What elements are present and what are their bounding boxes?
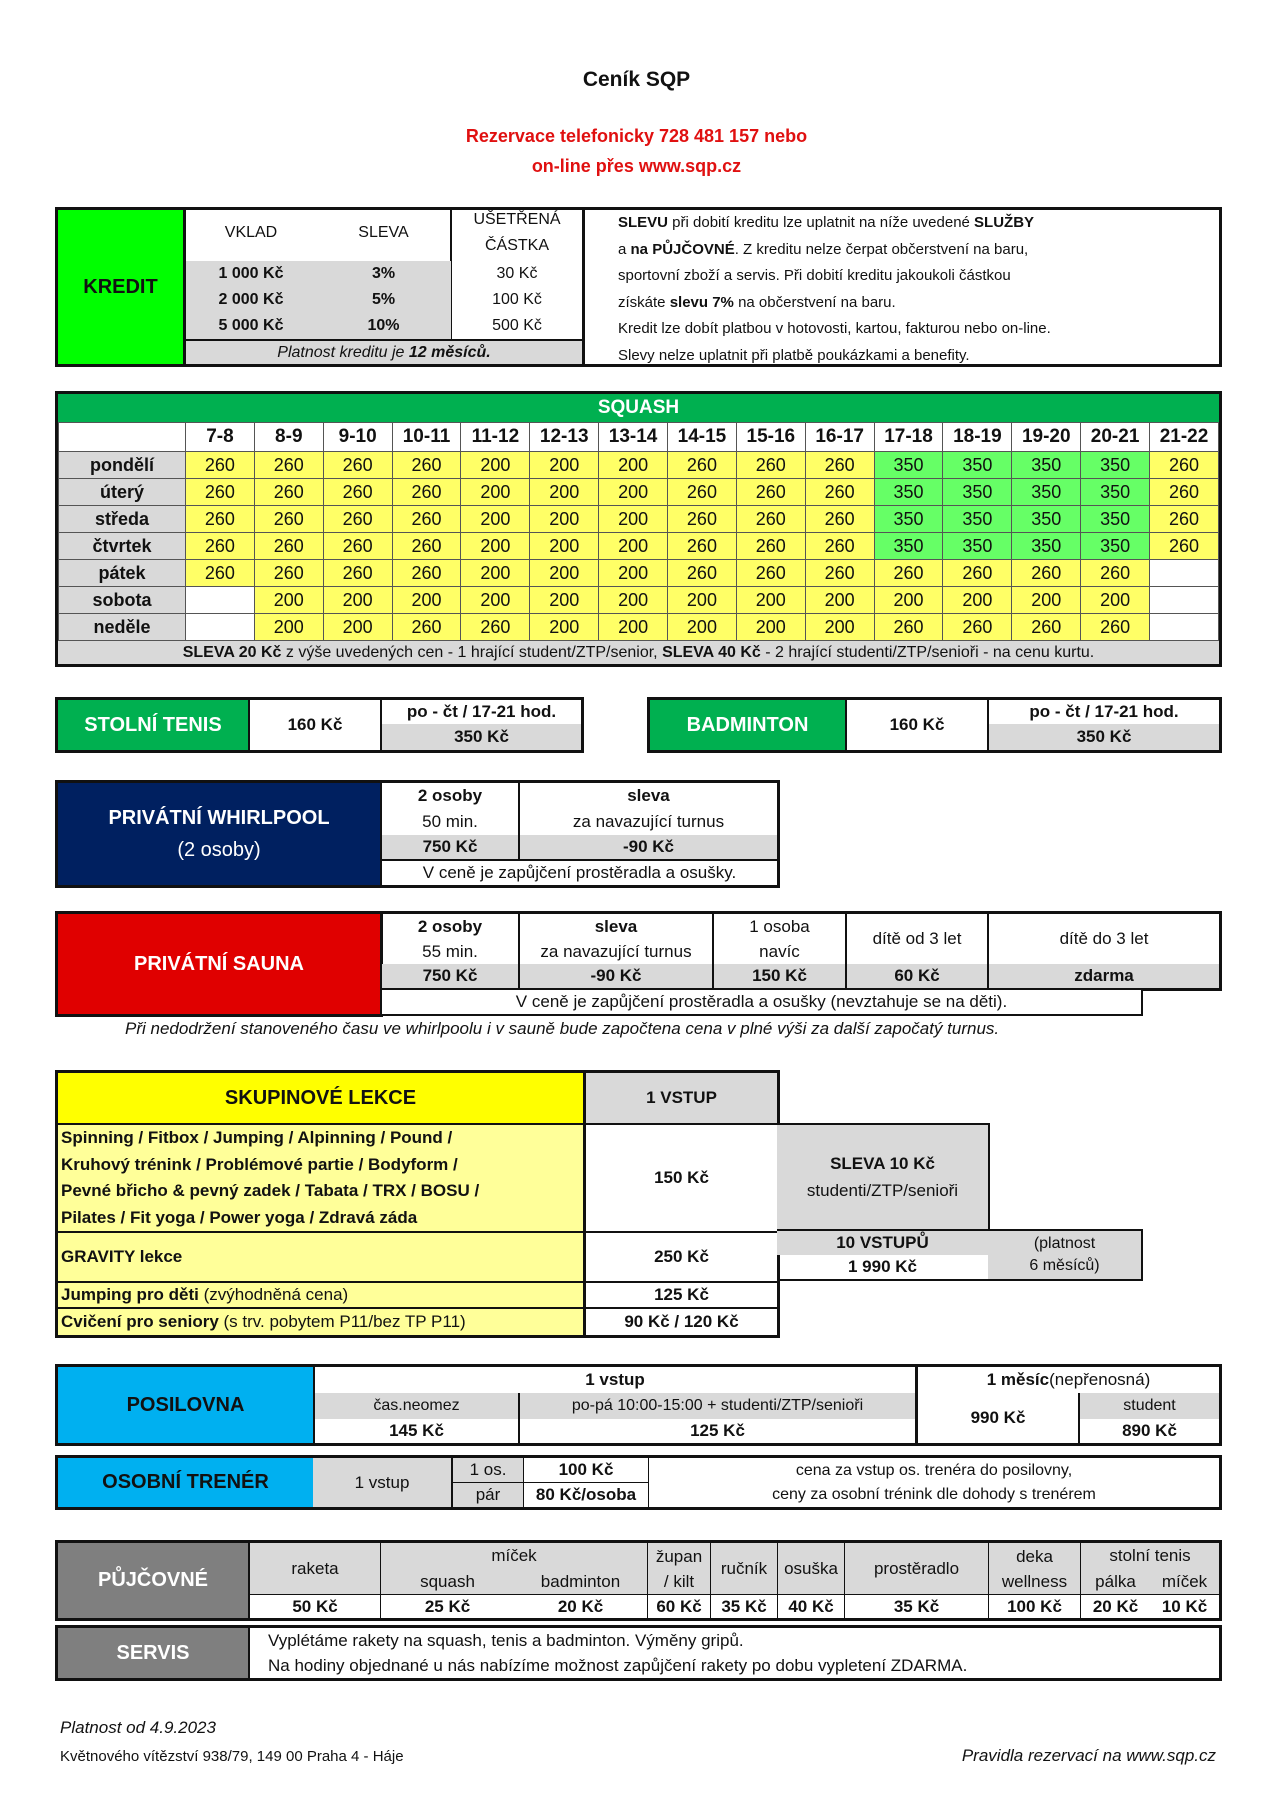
squash-day-name: sobota [59,587,186,614]
squash-hour-header: 20-21 [1081,423,1150,452]
squash-day-row [59,506,1219,533]
pujcovne-raketa: raketa [250,1543,380,1594]
squash-price-cell: 260 [254,533,323,560]
reservation-line-1: Rezervace telefonicky 728 481 157 nebo [465,126,808,146]
squash-price-cell: 260 [392,479,461,506]
kredit-vklad: 2 000 Kč [218,291,284,308]
squash-price-cell: 260 [668,533,737,560]
pujcovne-osuska: osuška [778,1543,844,1594]
sauna-extra-price: 150 Kč [714,964,845,988]
squash-price-cell: 260 [1150,533,1219,560]
posilovna-student-price: 890 Kč [1122,1421,1177,1440]
sauna-discount-title: sleva [594,917,638,936]
squash-price-cell: 200 [1012,587,1081,614]
lekce-pass-validity: (platnost 6 měsíců) [988,1231,1141,1279]
badminton-label: BADMINTON [650,700,845,750]
squash-price-cell: 200 [736,587,805,614]
whirlpool-discount-value: -90 Kč [520,835,777,859]
servis-text: Vyplétáme rakety na squash, tenis a badminton. Výměny gripů. Na hodiny objednané u nás nabízíme možnost zapůjčení rakety po dobu vypletení ZDARMA. [268,1631,968,1675]
squash-price-cell: 200 [530,506,599,533]
squash-price-cell: 260 [805,533,874,560]
squash-price-cell: 260 [461,614,530,641]
squash-day-name: středa [59,506,186,533]
kredit-validity: Platnost kreditu je 12 měsíců. [186,341,582,364]
stolni-tenis-label: STOLNÍ TENIS [58,700,248,750]
squash-price-cell: 260 [323,452,392,479]
squash-hour-header: 9-10 [323,423,392,452]
badminton-peak-price: 350 Kč [989,724,1219,750]
squash-day-row [59,479,1219,506]
squash-hour-header: 17-18 [874,423,943,452]
squash-corner [59,423,186,452]
lekce-senior-price: 90 Kč / 120 Kč [624,1312,739,1331]
squash-price-cell: 200 [668,614,737,641]
squash-price-cell: 260 [254,479,323,506]
pujcovne-palka-price: 20 Kč [1092,1596,1139,1616]
sauna-discount-value: -90 Kč [520,964,712,988]
squash-price-cell: 260 [254,506,323,533]
squash-price-cell: 350 [874,533,943,560]
pujcovne-rucnik-price: 35 Kč [721,1596,767,1616]
squash-price-cell: 260 [874,560,943,587]
posilovna-offpeak-price: 125 Kč [690,1421,745,1440]
lekce-gravity-price: 250 Kč [654,1247,709,1266]
squash-price-cell: 200 [461,533,530,560]
pujcovne-badminton: badminton [540,1571,621,1591]
trener-one-price: 100 Kč [558,1460,614,1479]
whirlpool-discount-title: sleva [627,786,670,805]
kredit-vklad: 5 000 Kč [218,317,284,334]
sauna-child3-label: dítě od 3 let [872,929,962,948]
lekce-list: Spinning / Fitbox / Jumping / Alpinning / Pound / Kruhový trénink / Problémové partie / Bodyform / Pevné břicho & pevný zadek / Tabata / TRX / BOSU / Pilates / Fit yoga / Power yoga / Zdravá záda [58,1125,583,1231]
squash-price-cell: 260 [392,452,461,479]
squash-price-cell [1150,614,1219,641]
pujcovne-prosteradlo: prostěradlo [845,1543,988,1594]
squash-day-row [59,587,1219,614]
squash-day-name: čtvrtek [59,533,186,560]
reservation-line-2: on-line přes www.sqp.cz [531,156,742,176]
squash-price-cell: 350 [1081,506,1150,533]
kredit-castka: 30 Kč [496,265,538,282]
squash-price-cell: 260 [392,614,461,641]
pujcovne-stolni-tenis: stolní tenis [1109,1546,1191,1565]
pujcovne-deka-price: 100 Kč [1007,1596,1062,1616]
whirlpool-duration: 50 min. [422,812,478,831]
kredit-col-usetrena-1: UŠETŘENÁ [473,211,561,228]
pujcovne-squash-price: 25 Kč [424,1596,471,1616]
pujcovne-micek: míček [491,1546,537,1565]
squash-price-cell: 200 [599,533,668,560]
posilovna-offpeak: po-pá 10:00-15:00 + studenti/ZTP/senioři [520,1393,915,1419]
posilovna-month-price: 990 Kč [970,1408,1026,1427]
squash-price-cell: 350 [1081,479,1150,506]
squash-price-cell: 350 [1012,506,1081,533]
squash-day-row [59,452,1219,479]
badminton-peak-label: po - čt / 17-21 hod. [1029,702,1179,721]
whirlpool-discount-desc: za navazující turnus [572,812,725,831]
squash-hour-header: 13-14 [599,423,668,452]
sauna-price: 750 Kč [382,964,518,988]
pujcovne-badminton-price: 20 Kč [557,1596,604,1616]
squash-price-cell: 260 [1012,614,1081,641]
squash-hour-header: 10-11 [392,423,461,452]
squash-price-cell: 200 [530,533,599,560]
squash-price-cell: 260 [668,560,737,587]
pujcovne-zupan: župan / kilt [648,1543,710,1594]
sauna-duration: 55 min. [422,942,478,961]
squash-day-name: neděle [59,614,186,641]
squash-price-cell: 260 [805,452,874,479]
squash-hour-header: 18-19 [943,423,1012,452]
squash-title: SQUASH [58,394,1219,422]
pujcovne-deka: deka wellness [989,1543,1080,1594]
whirlpool-price: 750 Kč [382,835,518,859]
squash-price-cell: 350 [874,506,943,533]
squash-price-cell: 260 [186,560,255,587]
squash-price-cell: 260 [323,479,392,506]
sauna-persons: 2 osoby [417,917,483,936]
squash-price-cell: 260 [186,452,255,479]
servis-label: SERVIS [58,1628,248,1678]
pujcovne-raketa-price: 50 Kč [292,1596,338,1616]
sauna-child-under-label: dítě do 3 let [1059,929,1149,948]
squash-price-cell: 260 [392,506,461,533]
sauna-extra-1: 1 osoba [749,917,810,936]
badminton-price: 160 Kč [889,715,945,734]
pujcovne-osuska-price: 40 Kč [788,1596,834,1616]
squash-price-cell: 260 [668,479,737,506]
lekce-kids-price: 125 Kč [654,1285,709,1304]
squash-price-cell [1150,587,1219,614]
squash-price-cell: 200 [254,614,323,641]
squash-price-cell: 260 [186,506,255,533]
squash-price-cell: 260 [1150,506,1219,533]
sauna-discount-desc: za navazující turnus [540,942,692,961]
posilovna-student-label: student [1080,1393,1219,1419]
kredit-sleva: 3% [371,265,396,282]
kredit-castka: 100 Kč [492,291,542,308]
squash-price-cell: 200 [461,587,530,614]
squash-price-cell: 260 [805,560,874,587]
squash-price-cell: 200 [323,614,392,641]
squash-price-cell: 200 [805,587,874,614]
kredit-notes: SLEVU při dobití kreditu lze uplatnit na níže uvedené SLUŽBY a na PŮJČOVNÉ. Z kreditu nelze čerpat občerstvení na baru, sportovní zboží a servis. Při dobití kreditu jakoukoli částkou získáte slevu 7% na občerstvení na baru. Kredit lze dobít platbou v hotovosti, kartou, fakturou nebo on-line. Slevy nelze uplatnit při platbě poukázkami a benefity. [618,214,1051,364]
posilovna-label: POSILOVNA [58,1367,313,1443]
squash-price-cell: 260 [392,560,461,587]
trener-entry: 1 vstup [313,1458,451,1507]
squash-price-cell: 200 [323,587,392,614]
footer-address: Květnového vítězství 938/79, 149 00 Praha 4 - Háje [60,1748,404,1765]
kredit-vklad: 1 000 Kč [218,265,284,282]
posilovna-unlimited: čas.neomez [315,1393,518,1419]
squash-price-cell: 260 [392,533,461,560]
sauna-note: V ceně je zapůjčení prostěradla a osušky (nevztahuje se na děti). [515,992,1008,1011]
squash-hour-header: 7-8 [186,423,255,452]
squash-price-cell: 260 [943,560,1012,587]
squash-price-cell: 260 [1081,614,1150,641]
trener-pair-price: 80 Kč/osoba [535,1485,637,1504]
squash-hour-header: 8-9 [254,423,323,452]
squash-price-cell: 260 [323,506,392,533]
squash-price-cell: 200 [599,452,668,479]
footer-valid-from: Platnost od 4.9.2023 [60,1718,216,1737]
stolni-tenis-peak-price: 350 Kč [382,724,581,750]
pujcovne-squash: squash [420,1571,475,1591]
squash-price-cell: 350 [943,506,1012,533]
lekce-title: SKUPINOVÉ LEKCE [58,1073,583,1123]
squash-discount-note: SLEVA 20 Kč z výše uvedených cen - 1 hrající student/ZTP/senior, SLEVA 40 Kč - 2 hrající studenti/ZTP/senioři - na cenu kurtu. [58,640,1219,664]
squash-hour-header: 19-20 [1012,423,1081,452]
squash-price-cell: 350 [943,533,1012,560]
trener-label: OSOBNÍ TRENÉR [58,1458,313,1507]
squash-price-cell: 200 [461,452,530,479]
squash-price-cell: 200 [530,560,599,587]
squash-price-cell: 260 [1150,452,1219,479]
pujcovne-micek2: míček [1161,1571,1208,1591]
squash-price-cell: 200 [805,614,874,641]
sauna-warning: Při nedodržení stanoveného času ve whirlpoolu i v sauně bude započtena cena v plné výši za další započatý turnus. [125,1019,1000,1038]
squash-price-cell [1150,560,1219,587]
squash-price-cell: 200 [599,614,668,641]
squash-day-name: pátek [59,560,186,587]
stolni-tenis-peak-label: po - čt / 17-21 hod. [406,702,557,721]
kredit-col-usetrena-2: ČÁSTKA [484,237,549,254]
pujcovne-label: PŮJČOVNÉ [58,1543,248,1618]
squash-price-cell: 350 [1012,452,1081,479]
whirlpool-note: V ceně je zapůjčení prostěradla a osušky. [422,863,737,882]
squash-price-cell: 260 [668,506,737,533]
squash-price-cell: 260 [736,452,805,479]
squash-price-cell: 200 [599,560,668,587]
squash-price-cell: 200 [943,587,1012,614]
kredit-sleva: 10% [367,317,400,334]
squash-price-cell: 200 [599,479,668,506]
lekce-col-vstup: 1 VSTUP [586,1073,777,1123]
kredit-castka: 500 Kč [492,317,542,334]
squash-price-cell: 260 [736,560,805,587]
squash-price-cell: 200 [461,506,530,533]
whirlpool-label: PRIVÁTNÍ WHIRLPOOL (2 osoby) [58,783,380,885]
squash-day-row [59,533,1219,560]
squash-price-cell [186,587,255,614]
squash-price-cell: 350 [1081,452,1150,479]
squash-price-cell: 200 [530,479,599,506]
squash-hour-header: 21-22 [1150,423,1219,452]
kredit-label: KREDIT [58,210,183,364]
sauna-extra-2: navíc [759,942,800,961]
squash-price-cell: 200 [668,587,737,614]
sauna-child3-price: 60 Kč [847,964,987,988]
squash-price-cell: 260 [186,533,255,560]
footer-rules: Pravidla rezervací na www.sqp.cz [961,1746,1216,1765]
squash-price-cell: 260 [186,479,255,506]
squash-price-cell: 200 [461,560,530,587]
squash-price-cell: 260 [323,533,392,560]
squash-price-cell: 200 [530,587,599,614]
squash-price-cell: 260 [323,560,392,587]
squash-price-cell: 260 [1150,479,1219,506]
posilovna-month-title: 1 měsíc (nepřenosná) [986,1370,1151,1389]
sauna-child-under-price: zdarma [989,964,1219,988]
lekce-list-price: 150 Kč [654,1168,709,1187]
pujcovne-prosteradlo-price: 35 Kč [893,1596,940,1616]
posilovna-unlimited-price: 145 Kč [389,1421,444,1440]
squash-price-cell: 350 [874,452,943,479]
squash-price-cell: 350 [1012,479,1081,506]
squash-price-cell: 260 [943,614,1012,641]
squash-price-cell: 260 [736,506,805,533]
squash-price-cell: 260 [668,452,737,479]
posilovna-single-title: 1 vstup [585,1370,645,1389]
sauna-label: PRIVÁTNÍ SAUNA [55,911,383,1017]
squash-price-cell: 200 [530,452,599,479]
pujcovne-palka: pálka [1095,1571,1136,1591]
squash-price-cell: 260 [805,506,874,533]
kredit-col-vklad: VKLAD [224,224,278,241]
trener-pair-label: pár [453,1483,523,1507]
squash-day-row [59,560,1219,587]
squash-price-cell: 260 [254,560,323,587]
squash-price-cell: 350 [943,452,1012,479]
squash-price-cell: 200 [461,479,530,506]
trener-one-label: 1 os. [453,1458,523,1482]
lekce-pass-label: 10 VSTUPŮ [777,1231,988,1255]
lekce-discount: SLEVA 10 Kč studenti/ZTP/senioři [806,1154,959,1200]
squash-price-cell: 200 [530,614,599,641]
squash-price-cell: 260 [254,452,323,479]
page-title: Ceník SQP [582,68,691,91]
squash-price-cell: 350 [1081,533,1150,560]
lekce-kids: Jumping pro děti (zvýhodněná cena) [58,1283,583,1307]
squash-price-cell: 200 [599,587,668,614]
kredit-col-sleva: SLEVA [358,224,409,241]
squash-price-cell: 350 [1012,533,1081,560]
squash-price-cell: 260 [874,614,943,641]
squash-price-cell: 260 [736,479,805,506]
squash-price-cell: 260 [1081,560,1150,587]
squash-hour-header: 14-15 [668,423,737,452]
squash-hour-header: 15-16 [736,423,805,452]
squash-day-name: pondělí [59,452,186,479]
lekce-senior: Cvičení pro seniory (s trv. pobytem P11/bez TP P11) [58,1309,583,1335]
squash-price-cell: 200 [874,587,943,614]
squash-hour-header: 12-13 [530,423,599,452]
squash-price-cell: 260 [1012,560,1081,587]
squash-price-cell: 350 [874,479,943,506]
squash-price-cell: 260 [736,533,805,560]
kredit-sleva: 5% [371,291,396,308]
squash-price-cell: 200 [1081,587,1150,614]
squash-day-name: úterý [59,479,186,506]
squash-day-row [59,614,1219,641]
squash-price-cell [186,614,255,641]
lekce-pass-price: 1 990 Kč [848,1257,917,1276]
squash-price-cell: 200 [392,587,461,614]
squash-price-cell: 200 [599,506,668,533]
whirlpool-persons: 2 osoby [417,786,483,805]
squash-hour-header: 11-12 [461,423,530,452]
squash-price-cell: 200 [736,614,805,641]
lekce-gravity: GRAVITY lekce [58,1233,583,1281]
trener-note: cena za vstup os. trenéra do posilovny, ceny za osobní trénink dle dohody s trenérem [772,1461,1096,1503]
squash-price-cell: 260 [805,479,874,506]
pujcovne-zupan-price: 60 Kč [656,1596,702,1616]
squash-price-cell: 200 [254,587,323,614]
squash-price-cell: 350 [943,479,1012,506]
pujcovne-rucnik: ručník [711,1543,777,1594]
squash-hour-header: 16-17 [805,423,874,452]
stolni-tenis-price: 160 Kč [287,715,343,734]
squash-price-table [58,422,1219,641]
pujcovne-micek2-price: 10 Kč [1161,1596,1208,1616]
